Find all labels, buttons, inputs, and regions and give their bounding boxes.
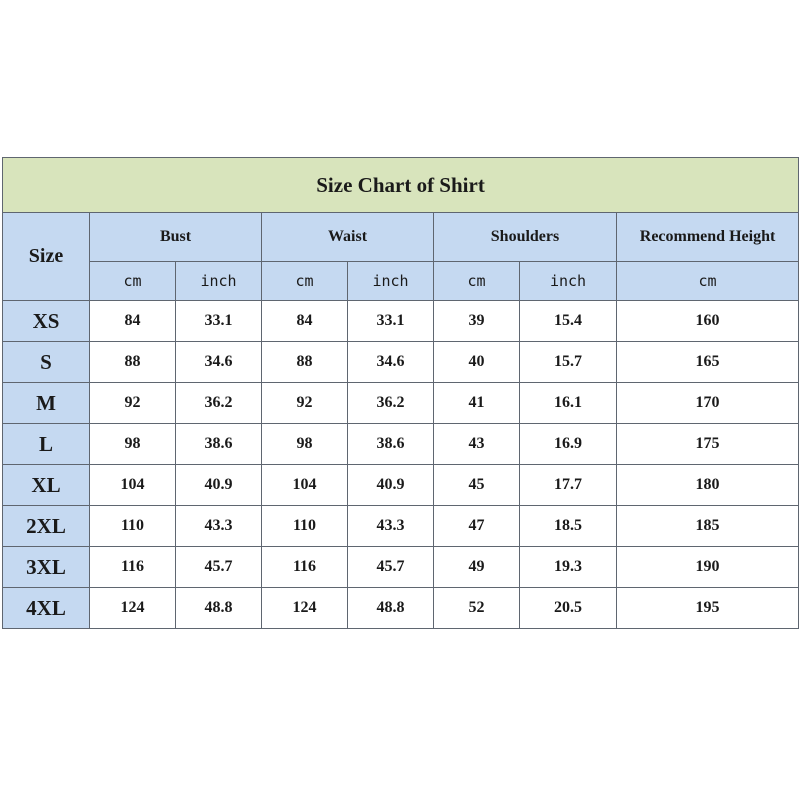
waist-cm: 88	[262, 342, 348, 383]
bust-cm: 98	[90, 424, 176, 465]
waist-cm: 124	[262, 588, 348, 629]
unit-header: cm	[262, 262, 348, 301]
shoulders-inch: 17.7	[520, 465, 617, 506]
shoulders-inch: 15.4	[520, 301, 617, 342]
bust-inch: 38.6	[176, 424, 262, 465]
size-label: M	[3, 383, 90, 424]
size-label: 2XL	[3, 506, 90, 547]
waist-inch: 38.6	[348, 424, 434, 465]
unit-header: inch	[520, 262, 617, 301]
unit-header: cm	[90, 262, 176, 301]
height-cm: 165	[617, 342, 799, 383]
waist-inch: 48.8	[348, 588, 434, 629]
waist-cm: 110	[262, 506, 348, 547]
table-row	[3, 383, 799, 424]
bust-cm: 104	[90, 465, 176, 506]
height-cm: 175	[617, 424, 799, 465]
bust-inch: 45.7	[176, 547, 262, 588]
waist-inch: 34.6	[348, 342, 434, 383]
height-cm: 170	[617, 383, 799, 424]
bust-header: Bust	[90, 213, 262, 262]
table-row	[3, 424, 799, 465]
height-cm: 180	[617, 465, 799, 506]
table-row	[3, 547, 799, 588]
waist-header: Waist	[262, 213, 434, 262]
waist-cm: 98	[262, 424, 348, 465]
height-cm: 185	[617, 506, 799, 547]
size-label: XS	[3, 301, 90, 342]
bust-inch: 40.9	[176, 465, 262, 506]
shoulders-inch: 15.7	[520, 342, 617, 383]
shoulders-inch: 16.1	[520, 383, 617, 424]
shoulders-cm: 52	[434, 588, 520, 629]
height-cm: 195	[617, 588, 799, 629]
recommend-height-header: Recommend Height	[617, 213, 799, 262]
shoulders-inch: 19.3	[520, 547, 617, 588]
waist-cm: 84	[262, 301, 348, 342]
shoulders-cm: 47	[434, 506, 520, 547]
bust-cm: 110	[90, 506, 176, 547]
waist-inch: 43.3	[348, 506, 434, 547]
size-column-header: Size	[3, 213, 90, 301]
bust-cm: 84	[90, 301, 176, 342]
bust-cm: 88	[90, 342, 176, 383]
shoulders-cm: 43	[434, 424, 520, 465]
bust-inch: 48.8	[176, 588, 262, 629]
table-row	[3, 506, 799, 547]
size-label: 4XL	[3, 588, 90, 629]
shoulders-cm: 41	[434, 383, 520, 424]
height-cm: 190	[617, 547, 799, 588]
waist-cm: 104	[262, 465, 348, 506]
size-label: S	[3, 342, 90, 383]
bust-cm: 116	[90, 547, 176, 588]
bust-cm: 92	[90, 383, 176, 424]
waist-cm: 92	[262, 383, 348, 424]
shoulders-inch: 20.5	[520, 588, 617, 629]
size-chart-table	[2, 157, 799, 629]
waist-cm: 116	[262, 547, 348, 588]
table-row	[3, 342, 799, 383]
shoulders-inch: 18.5	[520, 506, 617, 547]
shoulders-cm: 39	[434, 301, 520, 342]
size-label: 3XL	[3, 547, 90, 588]
table-row	[3, 588, 799, 629]
table-row	[3, 301, 799, 342]
shoulders-cm: 45	[434, 465, 520, 506]
shoulders-cm: 40	[434, 342, 520, 383]
bust-inch: 36.2	[176, 383, 262, 424]
table-row	[3, 465, 799, 506]
waist-inch: 40.9	[348, 465, 434, 506]
unit-header: cm	[617, 262, 799, 301]
waist-inch: 33.1	[348, 301, 434, 342]
waist-inch: 45.7	[348, 547, 434, 588]
unit-header: inch	[176, 262, 262, 301]
bust-inch: 33.1	[176, 301, 262, 342]
bust-inch: 34.6	[176, 342, 262, 383]
bust-cm: 124	[90, 588, 176, 629]
size-label: XL	[3, 465, 90, 506]
height-cm: 160	[617, 301, 799, 342]
bust-inch: 43.3	[176, 506, 262, 547]
shoulders-header: Shoulders	[434, 213, 617, 262]
size-chart	[2, 157, 798, 629]
shoulders-inch: 16.9	[520, 424, 617, 465]
shoulders-cm: 49	[434, 547, 520, 588]
waist-inch: 36.2	[348, 383, 434, 424]
unit-header: cm	[434, 262, 520, 301]
chart-title: Size Chart of Shirt	[3, 158, 799, 213]
unit-header: inch	[348, 262, 434, 301]
size-label: L	[3, 424, 90, 465]
